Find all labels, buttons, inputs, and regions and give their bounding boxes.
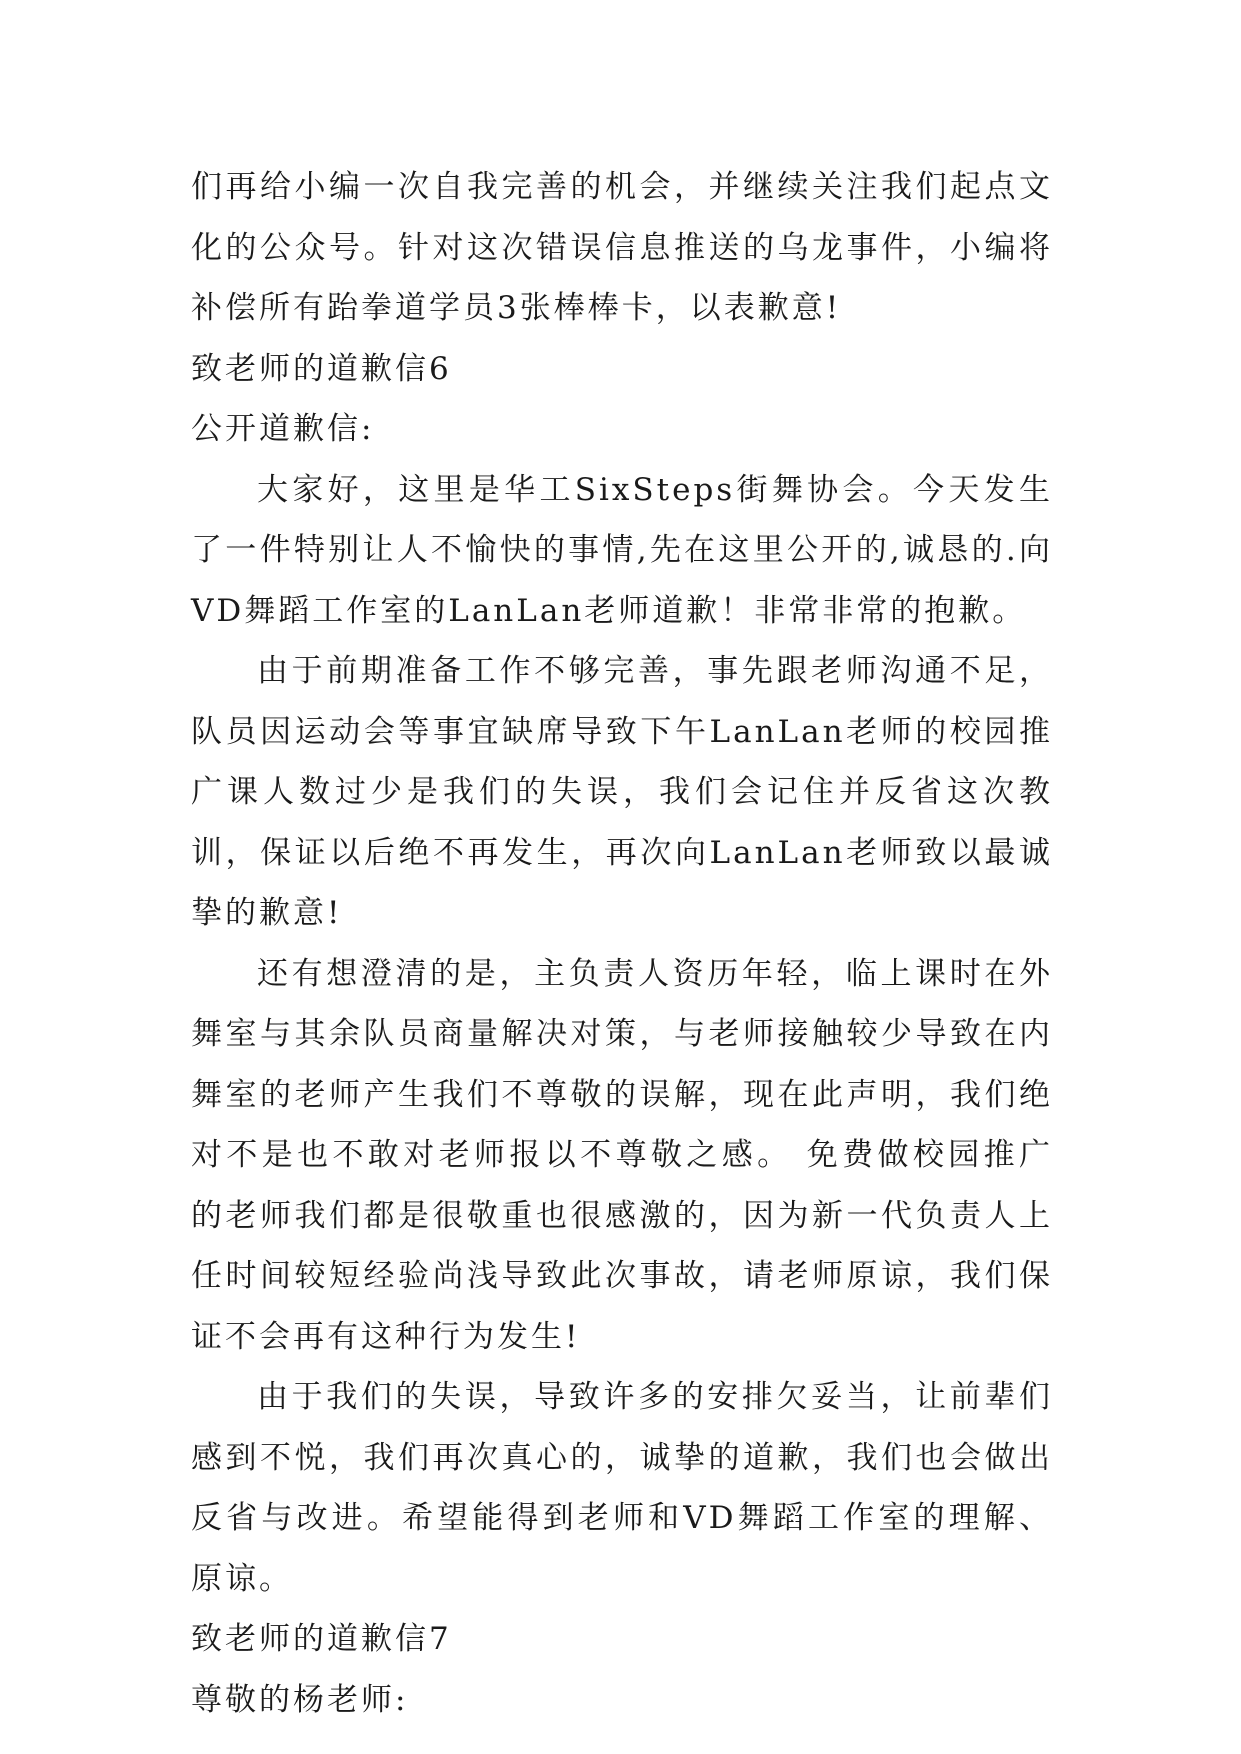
paragraph-closing-apology: 由于我们的失误，导致许多的安排欠妥当，让前辈们感到不悦，我们再次真心的，诚挚的道歉，我们也会做出反省与改进。希望能得到老师和VD舞蹈工作室的理解、原谅。 bbox=[191, 1379, 1053, 1597]
document-body bbox=[191, 157, 1053, 1730]
paragraph-greeting-apology: 大家好，这里是华工SixSteps街舞协会。今天发生了一件特别让人不愉快的事情,先在这里公开的,诚恳的.向VD舞蹈工作室的LanLan老师道歉！非常非常的抱歉。 bbox=[191, 471, 1053, 629]
salutation-teacher-yang: 尊敬的杨老师: bbox=[191, 1681, 409, 1718]
paragraph-continuation: 们再给小编一次自我完善的机会，并继续关注我们起点文化的公众号。针对这次错误信息推送的乌龙事件，小编将补偿所有跆拳道学员3张棒棒卡，以表歉意! bbox=[191, 169, 1053, 326]
letter-heading-6: 致老师的道歉信6 bbox=[191, 350, 452, 387]
paragraph-clarification: 还有想澄清的是，主负责人资历年轻，临上课时在外舞室与其余队员商量解决对策，与老师接触较少导致在内舞室的老师产生我们不尊敬的误解，现在此声明，我们绝对不是也不敢对老师报以不尊敬之感。 免费做校园推广的老师我们都是很敬重也很感激的，因为新一代负责人上任时间较短经验尚浅导致此次事故，请老师原谅，我们保证不会再有这种行为发生! bbox=[191, 955, 1053, 1355]
paragraph-mistake-explanation: 由于前期准备工作不够完善，事先跟老师沟通不足，队员因运动会等事宜缺席导致下午LanLan老师的校园推广课人数过少是我们的失误，我们会记住并反省这次教训，保证以后绝不再发生，再次向LanLan老师致以最诚挚的歉意! bbox=[191, 653, 1053, 931]
salutation-open-letter: 公开道歉信: bbox=[191, 411, 375, 447]
letter-heading-7: 致老师的道歉信7 bbox=[191, 1621, 452, 1657]
